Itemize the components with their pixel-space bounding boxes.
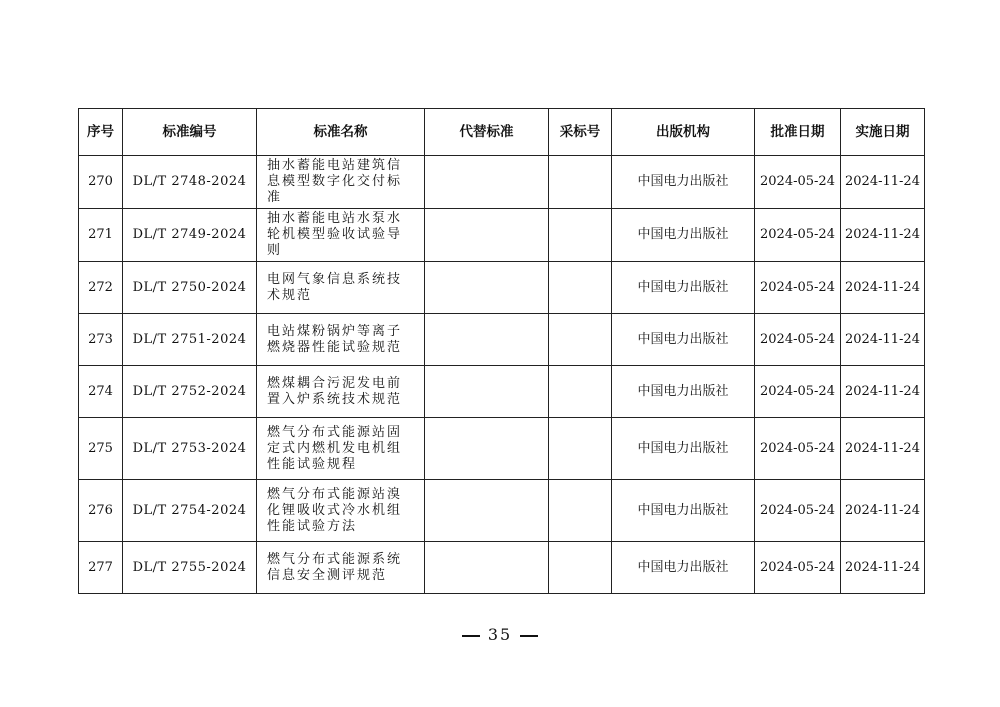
cell-approved: 2024-05-24 — [755, 314, 841, 366]
cell-effective: 2024-11-24 — [841, 542, 925, 594]
header-publisher: 出版机构 — [612, 109, 755, 156]
cell-replaces — [425, 480, 549, 542]
table-row — [79, 542, 925, 594]
cell-publisher: 中国电力出版社 — [612, 314, 755, 366]
cell-code: DL/T 2752-2024 — [123, 366, 257, 418]
header-row — [79, 109, 925, 156]
cell-adopted — [549, 366, 612, 418]
cell-adopted — [549, 314, 612, 366]
cell-approved: 2024-05-24 — [755, 156, 841, 209]
page-number: 35 — [487, 625, 513, 644]
cell-effective: 2024-11-24 — [841, 156, 925, 209]
header-code: 标准编号 — [123, 109, 257, 156]
header-approved: 批准日期 — [755, 109, 841, 156]
header-adopted: 采标号 — [549, 109, 612, 156]
header-name: 标准名称 — [257, 109, 425, 156]
cell-publisher: 中国电力出版社 — [612, 366, 755, 418]
header-effective: 实施日期 — [841, 109, 925, 156]
cell-effective: 2024-11-24 — [841, 314, 925, 366]
cell-name: 燃煤耦合污泥发电前置入炉系统技术规范 — [257, 366, 425, 418]
cell-code: DL/T 2753-2024 — [123, 418, 257, 480]
cell-no: 271 — [79, 209, 123, 262]
cell-publisher: 中国电力出版社 — [612, 262, 755, 314]
cell-approved: 2024-05-24 — [755, 480, 841, 542]
cell-approved: 2024-05-24 — [755, 418, 841, 480]
cell-effective: 2024-11-24 — [841, 262, 925, 314]
cell-adopted — [549, 209, 612, 262]
cell-publisher: 中国电力出版社 — [612, 209, 755, 262]
footer-dash-left — [462, 635, 480, 637]
cell-publisher: 中国电力出版社 — [612, 418, 755, 480]
cell-effective: 2024-11-24 — [841, 366, 925, 418]
cell-replaces — [425, 156, 549, 209]
cell-code: DL/T 2749-2024 — [123, 209, 257, 262]
cell-name: 抽水蓄能电站建筑信息模型数字化交付标准 — [257, 156, 425, 209]
cell-effective: 2024-11-24 — [841, 209, 925, 262]
cell-replaces — [425, 542, 549, 594]
cell-no: 275 — [79, 418, 123, 480]
cell-name: 电网气象信息系统技术规范 — [257, 262, 425, 314]
cell-no: 272 — [79, 262, 123, 314]
cell-code: DL/T 2751-2024 — [123, 314, 257, 366]
table-row — [79, 314, 925, 366]
cell-replaces — [425, 418, 549, 480]
table-row — [79, 418, 925, 480]
cell-approved: 2024-05-24 — [755, 542, 841, 594]
cell-no: 276 — [79, 480, 123, 542]
cell-name: 燃气分布式能源站溴化锂吸收式冷水机组性能试验方法 — [257, 480, 425, 542]
page-footer — [0, 625, 1000, 644]
table-row — [79, 262, 925, 314]
footer-dash-right — [520, 635, 538, 637]
cell-adopted — [549, 480, 612, 542]
cell-adopted — [549, 156, 612, 209]
cell-code: DL/T 2754-2024 — [123, 480, 257, 542]
cell-approved: 2024-05-24 — [755, 209, 841, 262]
cell-name: 抽水蓄能电站水泵水轮机模型验收试验导则 — [257, 209, 425, 262]
cell-no: 273 — [79, 314, 123, 366]
header-no: 序号 — [79, 109, 123, 156]
cell-name: 燃气分布式能源站固定式内燃机发电机组性能试验规程 — [257, 418, 425, 480]
cell-no: 274 — [79, 366, 123, 418]
cell-name: 燃气分布式能源系统信息安全测评规范 — [257, 542, 425, 594]
cell-code: DL/T 2750-2024 — [123, 262, 257, 314]
cell-adopted — [549, 262, 612, 314]
cell-replaces — [425, 262, 549, 314]
cell-no: 277 — [79, 542, 123, 594]
table-row — [79, 156, 925, 209]
table-row — [79, 209, 925, 262]
cell-adopted — [549, 542, 612, 594]
cell-name: 电站煤粉锅炉等离子燃烧器性能试验规范 — [257, 314, 425, 366]
cell-approved: 2024-05-24 — [755, 366, 841, 418]
cell-code: DL/T 2748-2024 — [123, 156, 257, 209]
table-row — [79, 480, 925, 542]
cell-replaces — [425, 314, 549, 366]
cell-no: 270 — [79, 156, 123, 209]
cell-publisher: 中国电力出版社 — [612, 480, 755, 542]
cell-code: DL/T 2755-2024 — [123, 542, 257, 594]
cell-effective: 2024-11-24 — [841, 480, 925, 542]
cell-replaces — [425, 366, 549, 418]
cell-effective: 2024-11-24 — [841, 418, 925, 480]
cell-adopted — [549, 418, 612, 480]
table-row — [79, 366, 925, 418]
header-replaces: 代替标准 — [425, 109, 549, 156]
cell-replaces — [425, 209, 549, 262]
cell-publisher: 中国电力出版社 — [612, 156, 755, 209]
cell-approved: 2024-05-24 — [755, 262, 841, 314]
standards-table — [78, 108, 925, 594]
cell-publisher: 中国电力出版社 — [612, 542, 755, 594]
